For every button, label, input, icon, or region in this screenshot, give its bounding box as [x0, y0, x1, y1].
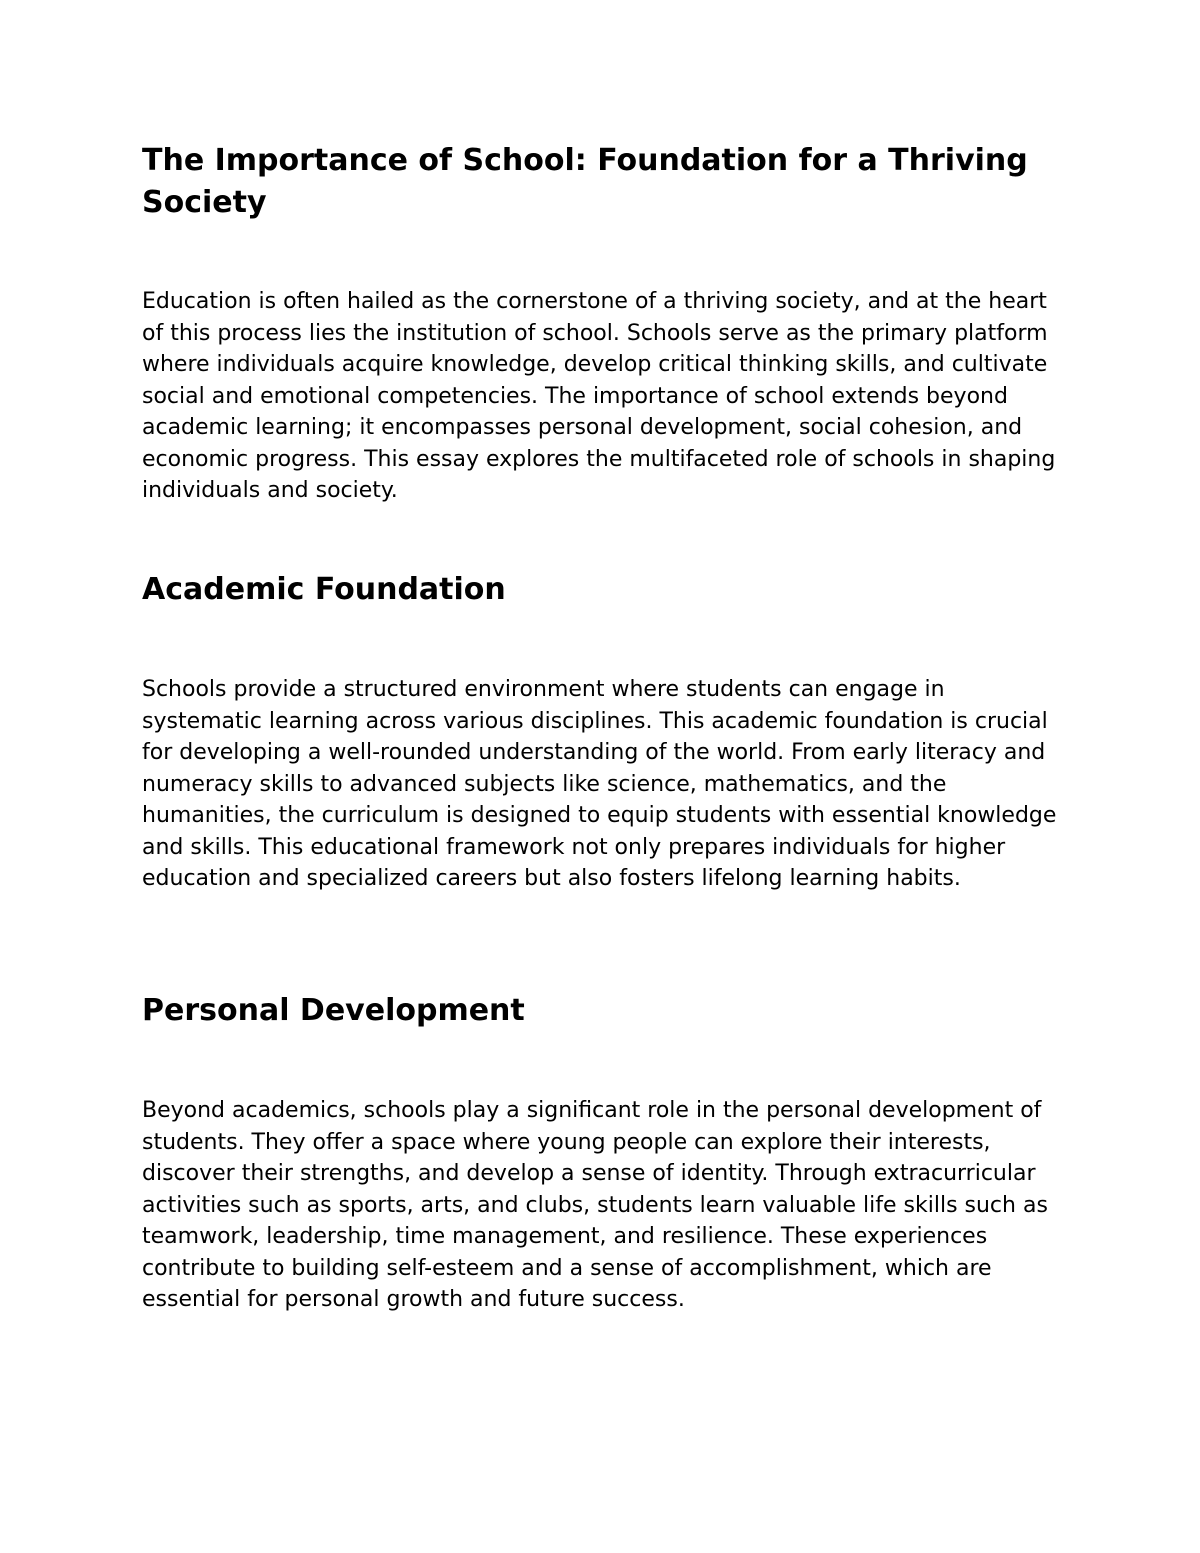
section-body-personal-development: Beyond academics, schools play a significant role in the personal development of students. They offer a space where young people can explore their interests, discover their strengths, and develop a sense of identity. Through extracurricular activities such as sports, arts, and clubs, students learn valuable life skills such as teamwork, leadership, time management, and resilience. These experiences contribute to building self-esteem and a sense of accomplishment, which are essential for personal growth and future success.: [142, 1098, 1048, 1312]
section-body-academic-foundation: Schools provide a structured environment where students can engage in systematic learning across various disciplines. This academic foundation is crucial for developing a well-rounded understanding of the world. From early literacy and numeracy skills to advanced subjects like science, mathematics, and the humanities, the curriculum is designed to equip students with essential knowledge and skills. This educational framework not only prepares individuals for higher education and specialized careers but also fosters lifelong learning habits.: [142, 677, 1057, 891]
section-heading-personal-development: Personal Development: [142, 993, 525, 1028]
intro-paragraph: Education is often hailed as the cornerstone of a thriving society, and at the heart of this process lies the institution of school. Schools serve as the primary platform where individuals acquire knowledge, develop critical thinking skills, and cultivate social and emotional competencies. The importance of school extends beyond academic learning; it encompasses personal development, social cohesion, and economic progress. This essay explores the multifaceted role of schools in shaping individuals and society.: [142, 289, 1056, 503]
document-title: The Importance of School: Foundation for a Thriving Society: [142, 143, 1028, 220]
section-heading-academic-foundation: Academic Foundation: [142, 572, 506, 607]
